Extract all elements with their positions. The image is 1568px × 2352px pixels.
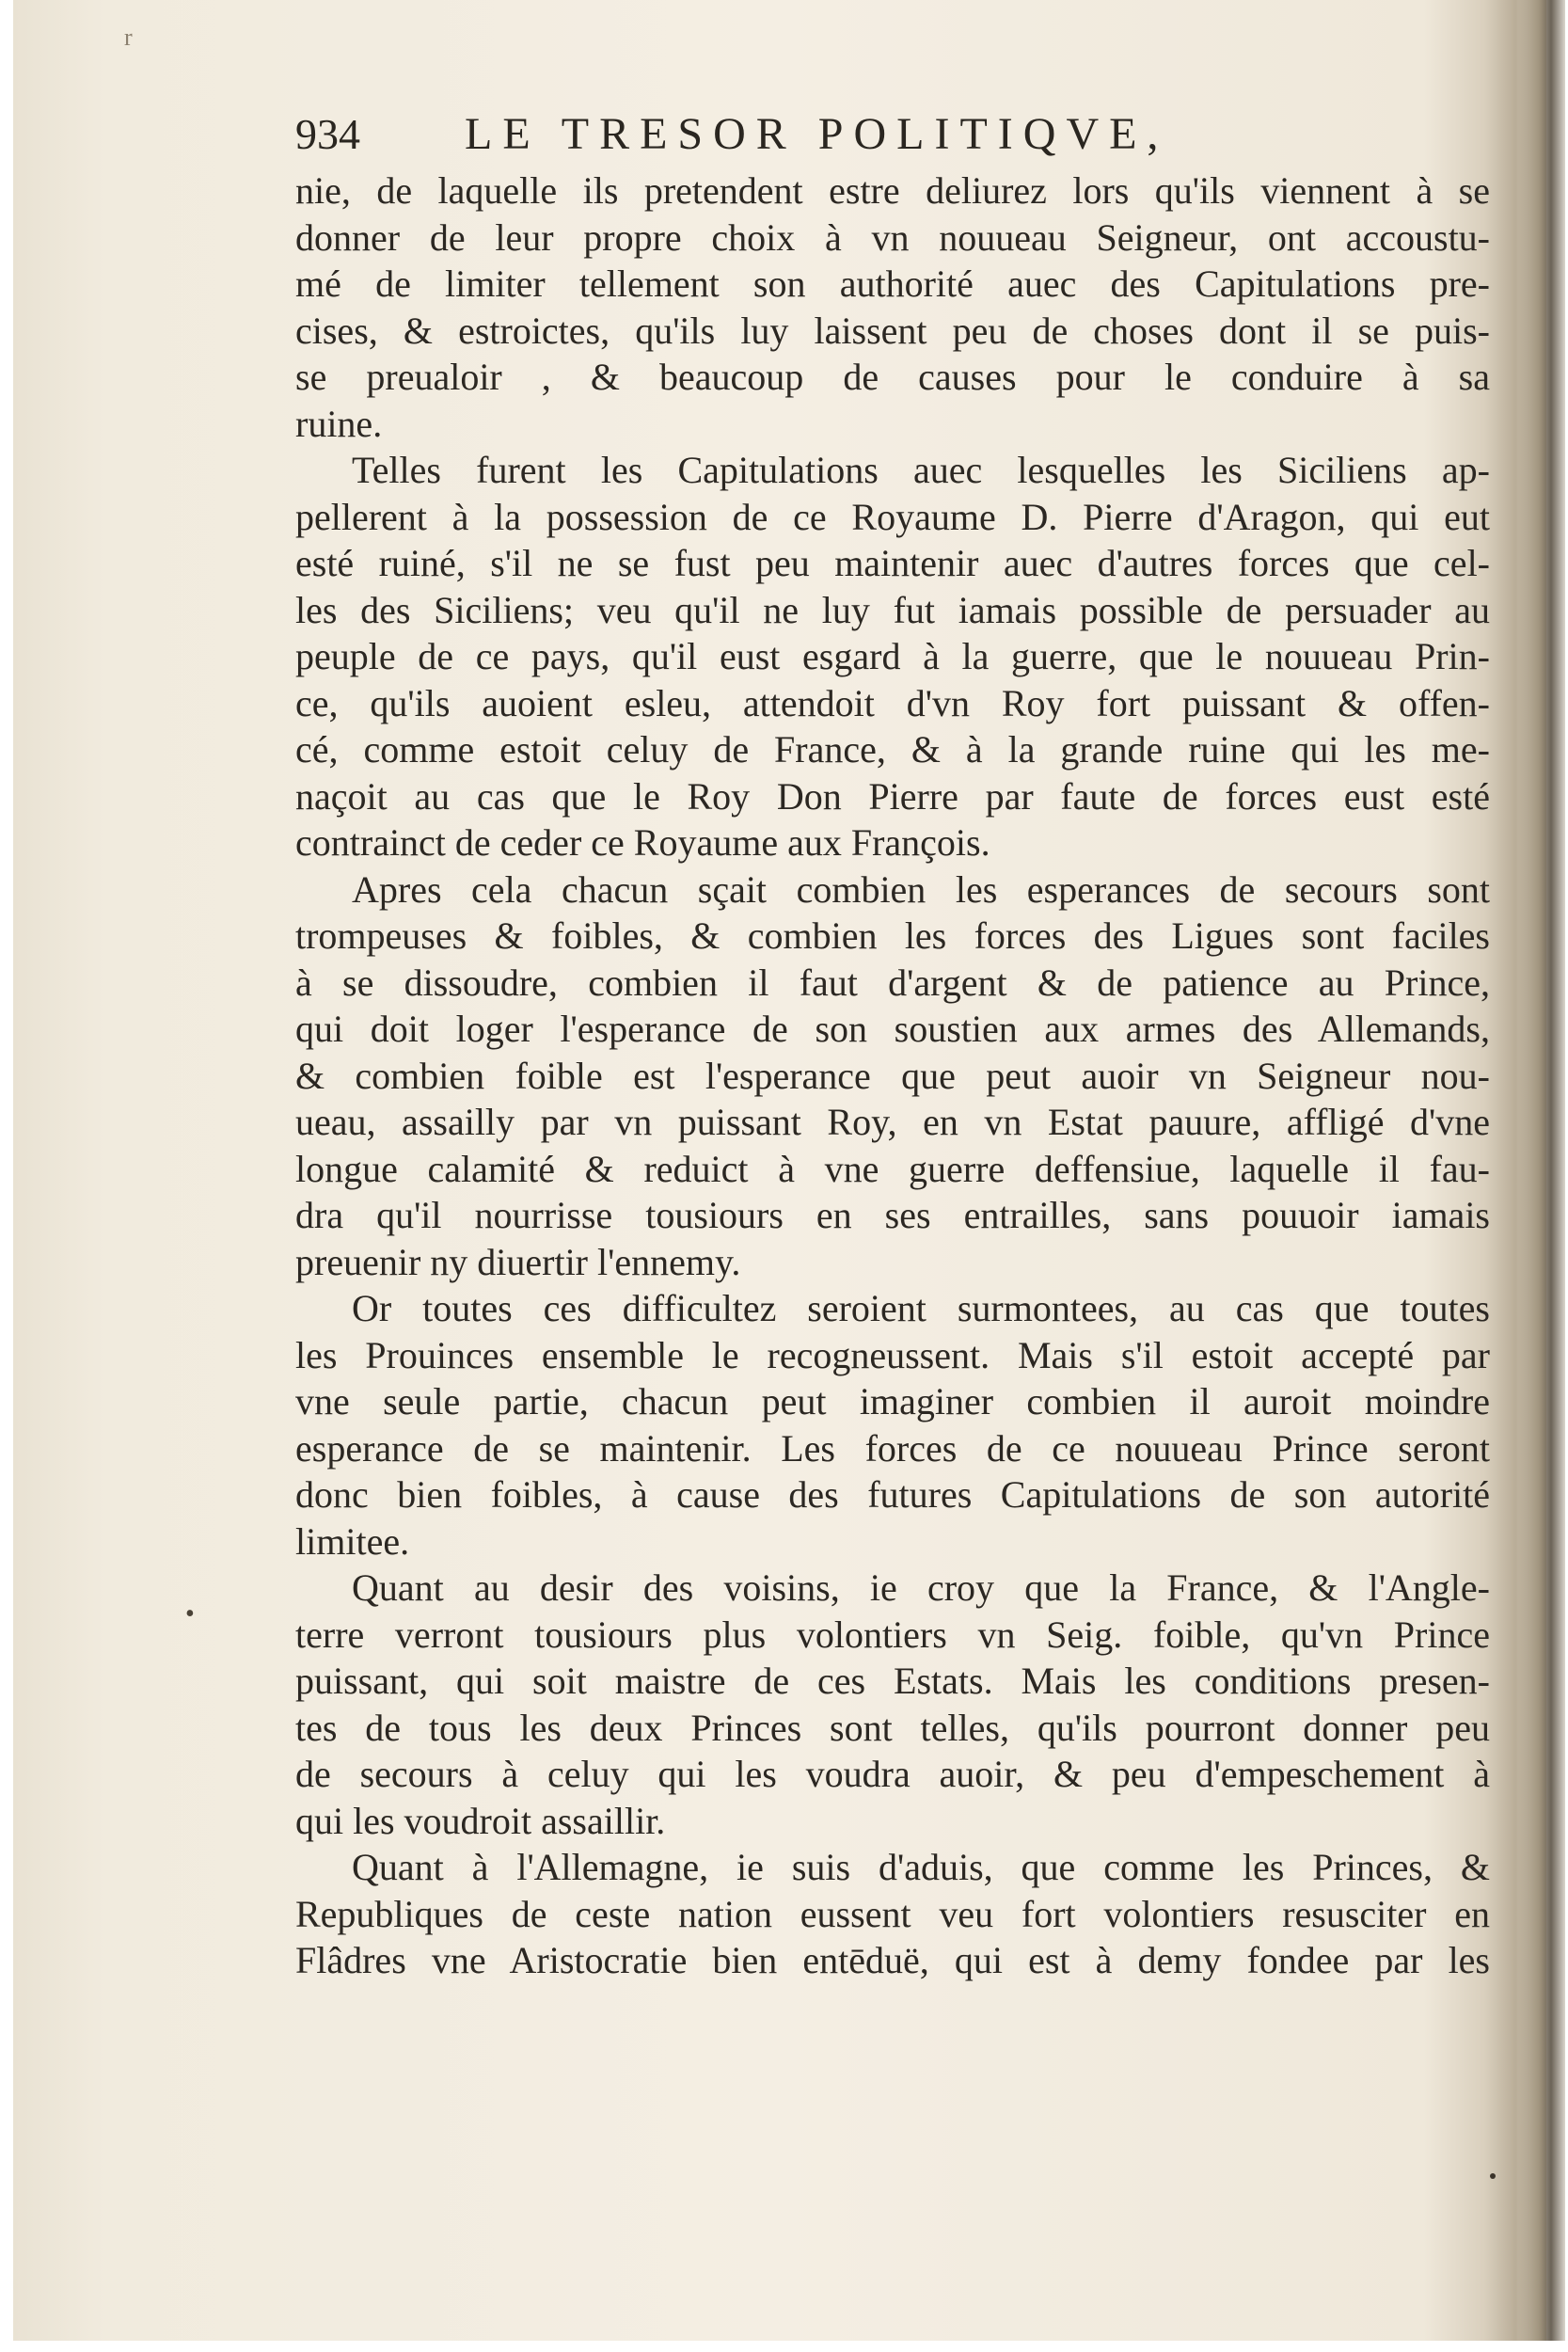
text-line: ruine.: [295, 402, 383, 445]
text-line: peuple de ce pays, qu'il eust esgard à la guerre, que le nouueau Prin-: [295, 635, 1490, 677]
text-line: limitee.: [295, 1519, 410, 1563]
text-line: cises, & estroictes, qu'ils luy laissent peu de choses dont il se puis-: [295, 309, 1490, 352]
text-line: qui doit loger l'esperance de son soustien aux armes des Allemands,: [295, 1008, 1490, 1050]
text-line: dra qu'il nourrisse tousiours en ses entrailles, sans pouuoir iamais: [295, 1194, 1490, 1236]
text-line: cé, comme estoit celuy de France, & à la grande ruine qui les me-: [295, 728, 1490, 771]
text-line: preuenir ny diuertir l'ennemy.: [295, 1240, 741, 1283]
text-line: pellerent à la possession de ce Royaume D. Pierre d'Aragon, qui eut: [295, 495, 1490, 538]
text-line: les des Siciliens; veu qu'il ne luy fut iamais possible de persuader au: [295, 588, 1490, 631]
text-line: terre verront tousiours plus volontiers vn Seig. foible, qu'vn Prince: [295, 1613, 1490, 1656]
text-line: tes de tous les deux Princes sont telles, qu'ils pourront donner peu: [295, 1706, 1490, 1749]
book-page: [13, 0, 1546, 2341]
text-line: naçoit au cas que le Roy Don Pierre par faute de forces eust esté: [295, 774, 1490, 818]
text-line: donner de leur propre choix à vn nouueau Seigneur, ont accoustu-: [295, 215, 1490, 259]
text-line: donc bien foibles, à cause des futures Capitulations de son autorité: [295, 1473, 1490, 1516]
page-number: 934: [295, 110, 360, 158]
corner-mark: r: [124, 24, 133, 51]
margin-mark: •: [185, 1599, 195, 1629]
text-line: mé de limiter tellement son authorité auec des Capitulations pre-: [295, 262, 1490, 305]
text-line: vne seule partie, chacun peut imaginer combien il auroit moindre: [295, 1380, 1490, 1422]
ink-dot: [1490, 2173, 1496, 2179]
text-line: Flâdres vne Aristocratie bien entēduë, qui est à demy fondee par les: [295, 1939, 1490, 1981]
text-line: Quant à l'Allemagne, ie suis d'aduis, que comme les Princes, &: [352, 1846, 1490, 1888]
text-line: les Prouinces ensemble le recogneussent. Mais s'il estoit accepté par: [295, 1333, 1490, 1376]
text-line: esté ruiné, s'il ne se fust peu maintenir auec d'autres forces que cel-: [295, 542, 1490, 584]
text-line: longue calamité & reduict à vne guerre deffensiue, laquelle il fau-: [295, 1147, 1490, 1190]
text-line: & combien foible est l'esperance que peut auoir vn Seigneur nou-: [295, 1054, 1490, 1097]
body-text: [295, 167, 1490, 2058]
page-header: [295, 102, 1528, 167]
text-line: puissant, qui soit maistre de ces Estats. Mais les conditions presen-: [295, 1660, 1490, 1702]
text-line: Apres cela chacun sçait combien les esperances de secours sont: [352, 867, 1490, 911]
text-line: ce, qu'ils auoient esleu, attendoit d'vn Roy fort puissant & offen-: [295, 681, 1490, 724]
text-line: se preualoir , & beaucoup de causes pour le conduire à sa: [295, 356, 1490, 398]
text-line: Or toutes ces difficultez seroient surmontees, au cas que toutes: [352, 1287, 1490, 1329]
text-line: trompeuses & foibles, & combien les forces des Ligues sont faciles: [295, 914, 1490, 957]
running-title: LE TRESOR POLITIQVE,: [465, 109, 1169, 159]
text-line: de secours à celuy qui les voudra auoir, & peu d'empeschement à: [295, 1753, 1490, 1795]
text-line: à se dissoudre, combien il faut d'argent & de patience au Prince,: [295, 961, 1490, 1004]
text-line: qui les voudroit assaillir.: [295, 1799, 666, 1842]
text-line: contrainct de ceder ce Royaume aux François.: [295, 821, 990, 864]
text-line: ueau, assailly par vn puissant Roy, en vn Estat pauure, affligé d'vne: [295, 1101, 1490, 1143]
text-line: Republiques de ceste nation eussent veu fort volontiers resusciter en: [295, 1892, 1490, 1935]
text-line: Telles furent les Capitulations auec lesquelles les Siciliens ap-: [352, 449, 1490, 491]
text-line: Quant au desir des voisins, ie croy que la France, & l'Angle-: [352, 1566, 1490, 1609]
text-line: nie, de laquelle ils pretendent estre deliurez lors qu'ils viennent à se: [295, 169, 1490, 212]
book-gutter: [1518, 0, 1565, 2341]
text-line: esperance de se maintenir. Les forces de ce nouueau Prince seront: [295, 1426, 1490, 1470]
